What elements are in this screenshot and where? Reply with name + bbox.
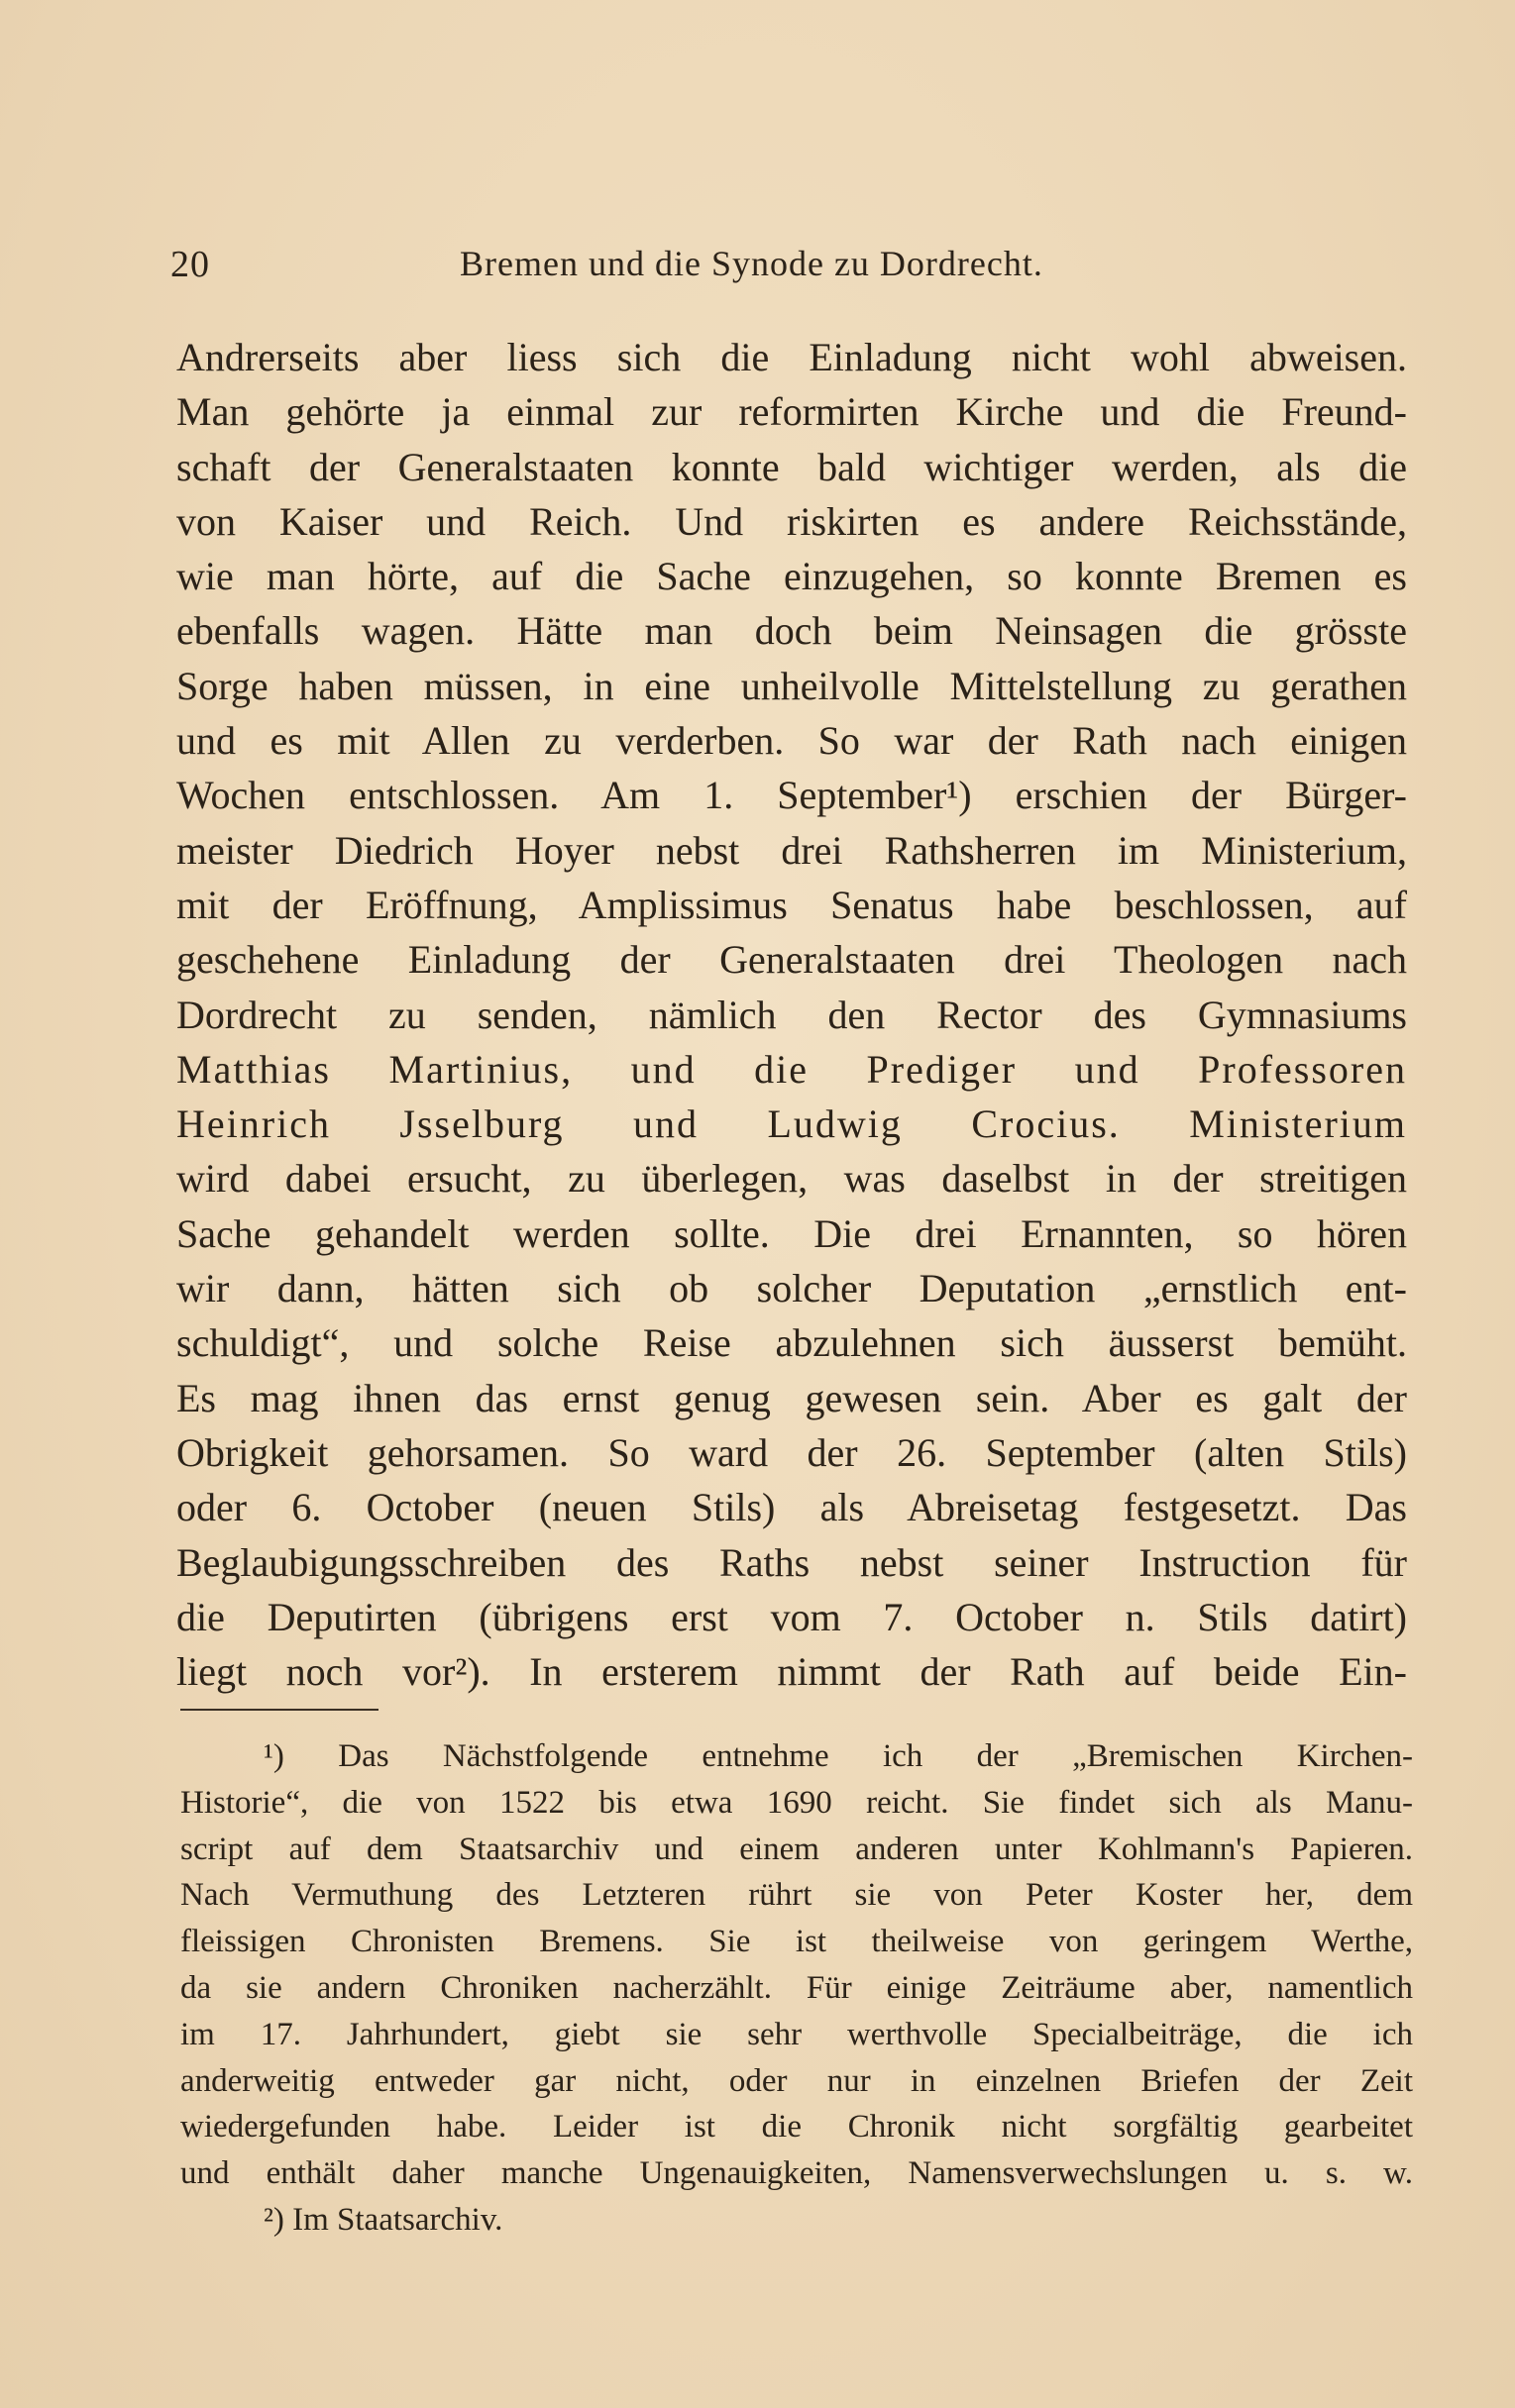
footnote-line: wiedergefunden habe. Leider ist die Chronik nicht sorgfältig gearbeitet: [180, 2109, 1413, 2146]
text-line: liegt noch vor²). In ersterem nimmt der Rath auf beide Ein-: [176, 1649, 1407, 1695]
text-line: Heinrich Jsselburg und Ludwig Crocius. Ministerium: [176, 1101, 1407, 1147]
text-line: Wochen entschlossen. Am 1. September¹) erschien der Bürger-: [176, 773, 1407, 818]
running-title: Bremen und die Synode zu Dordrecht.: [460, 244, 1043, 283]
footnote-line: fleissigen Chronisten Bremens. Sie ist theilweise von geringem Werthe,: [180, 1924, 1413, 1960]
text-line: Sache gehandelt werden sollte. Die drei Ernannten, so hören: [176, 1210, 1407, 1256]
footnote-line: da sie andern Chroniken nacherzählt. Für einige Zeiträume aber, namentlich: [180, 1969, 1413, 2006]
text-line: geschehene Einladung der Generalstaaten drei Theologen nach: [176, 937, 1407, 983]
footnote-divider: [180, 1709, 379, 1711]
footnote-line: im 17. Jahrhundert, giebt sie sehr werthvolle Specialbeiträge, die ich: [180, 2016, 1413, 2052]
footnote-line: anderweitig entweder gar nicht, oder nur in einzelnen Briefen der Zeit: [180, 2062, 1413, 2099]
text-line: Dordrecht zu senden, nämlich den Rector des Gymnasiums: [176, 992, 1407, 1037]
text-line: Obrigkeit gehorsamen. So ward der 26. September (alten Stils): [176, 1429, 1407, 1475]
page-number: 20: [170, 244, 210, 285]
text-line: Man gehörte ja einmal zur reformirten Kirche und die Freund-: [176, 389, 1407, 435]
footnote-line: Nach Vermuthung des Letzteren rührt sie von Peter Koster her, dem: [180, 1877, 1413, 1914]
footnote-line: Historie“, die von 1522 bis etwa 1690 reicht. Sie findet sich als Manu-: [180, 1784, 1413, 1821]
text-line: oder 6. October (neuen Stils) als Abreisetag festgesetzt. Das: [176, 1485, 1407, 1530]
text-line: meister Diedrich Hoyer nebst drei Rathsherren im Ministerium,: [176, 827, 1407, 873]
text-line: und es mit Allen zu verderben. So war der Rath nach einigen: [176, 718, 1407, 764]
text-line: wird dabei ersucht, zu überlegen, was daselbst in der streitigen: [176, 1156, 1407, 1202]
text-line: Es mag ihnen das ernst genug gewesen sein. Aber es galt der: [176, 1375, 1407, 1420]
main-text: [176, 330, 1407, 1699]
text-line: Andrerseits aber liess sich die Einladung nicht wohl abweisen.: [176, 335, 1407, 379]
page-header: [170, 243, 1409, 302]
text-line: wir dann, hätten sich ob solcher Deputation „ernstlich ent-: [176, 1266, 1407, 1311]
footnote-line: und enthält daher manche Ungenauigkeiten, Namensverwechslungen u. s. w.: [180, 2155, 1413, 2192]
text-line: Sorge haben müssen, in eine unheilvolle Mittelstellung zu gerathen: [176, 663, 1407, 708]
text-line: schuldigt“, und solche Reise abzulehnen sich äusserst bemüht.: [176, 1320, 1407, 1366]
text-line: von Kaiser und Reich. Und riskirten es andere Reichsstände,: [176, 498, 1407, 544]
footnote-line: ¹) Das Nächstfolgende entnehme ich der „Bremischen Kirchen-: [264, 1738, 1413, 1774]
text-line: schaft der Generalstaaten konnte bald wichtiger werden, als die: [176, 444, 1407, 489]
footnote-line: ²) Im Staatsarchiv.: [264, 2201, 503, 2238]
text-line: mit der Eröffnung, Amplissimus Senatus habe beschlossen, auf: [176, 882, 1407, 927]
footnote-line: script auf dem Staatsarchiv und einem anderen unter Kohlmann's Papieren.: [180, 1831, 1413, 1867]
text-line: Beglaubigungsschreiben des Raths nebst seiner Instruction für: [176, 1539, 1407, 1585]
text-line: die Deputirten (übrigens erst vom 7. October n. Stils datirt): [176, 1594, 1407, 1639]
footnotes: [180, 1733, 1413, 2244]
text-line: Matthias Martinius, und die Prediger und Professoren: [176, 1046, 1407, 1092]
text-line: ebenfalls wagen. Hätte man doch beim Neinsagen die grösste: [176, 608, 1407, 654]
text-line: wie man hörte, auf die Sache einzugehen, so konnte Bremen es: [176, 554, 1407, 599]
